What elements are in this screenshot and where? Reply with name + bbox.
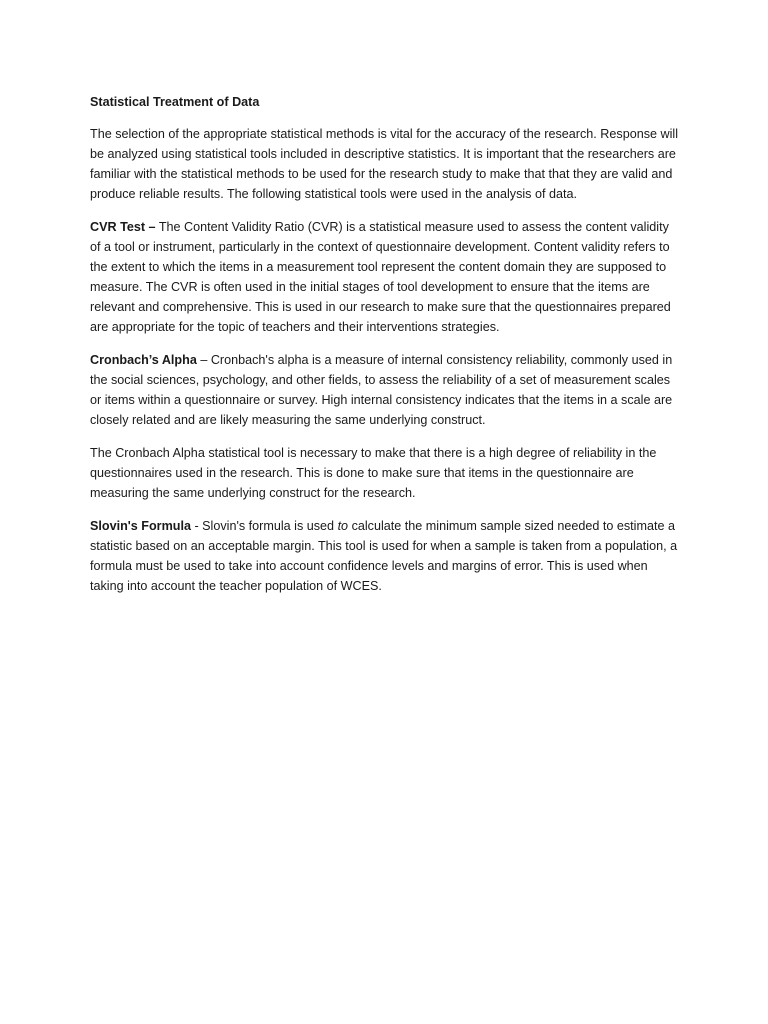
- slovin-italic-word: to: [337, 519, 349, 533]
- cronbach-term: Cronbach’s Alpha: [90, 353, 197, 367]
- slovin-term: Slovin's Formula: [90, 519, 191, 533]
- cvr-text: The Content Validity Ratio (CVR) is a statistical measure used to assess the content validity of a tool or instrument, particularly in the context of questionnaire development. Content validity refers to the extent to which the items in a measurement tool represent the content domain they are supposed to measure. The CVR is often used in the initial stages of tool development to ensure that the items are relevant and comprehensive. This is used in our research to make sure that the questionnaires prepared are appropriate for the topic of teachers and their interventions strategies.: [90, 220, 671, 334]
- cronbach-usage-paragraph: The Cronbach Alpha statistical tool is necessary to make that there is a high degree of reliability in the questionnaires used in the research. This is done to make sure that items in the questionnaire are measuring the same underlying construct for the research.: [90, 446, 657, 500]
- cronbach-paragraph: [90, 350, 680, 430]
- cronbach-text: – Cronbach's alpha is a measure of internal consistency reliability, commonly used in the social sciences, psychology, and other fields, to assess the reliability of a set of measurement scales or items within a questionnaire or survey. High internal consistency indicates that the items in a scale are closely related and are likely measuring the same underlying construct.: [90, 353, 673, 427]
- cvr-paragraph: [90, 217, 680, 337]
- slovin-paragraph: [90, 516, 680, 596]
- document-title: Statistical Treatment of Data: [90, 95, 260, 109]
- document-body: [90, 92, 680, 609]
- cvr-term: CVR Test –: [90, 220, 156, 234]
- slovin-text-after: calculate the minimum sample sized needed to estimate a statistic based on an acceptable margin. This tool is used for when a sample is taken from a population, a formula must be used to take into account confidence levels and margins of error. This is used when taking into account the teacher population of WCES.: [90, 519, 678, 593]
- intro-paragraph: The selection of the appropriate statistical methods is vital for the accuracy of the research. Response will be analyzed using statistical tools included in descriptive statistics. It is important that the researchers are familiar with the statistical methods to be used for the research study to make that that they are valid and produce reliable results. The following statistical tools were used in the analysis of data.: [90, 127, 678, 201]
- slovin-text-before: - Slovin's formula is used: [190, 519, 338, 533]
